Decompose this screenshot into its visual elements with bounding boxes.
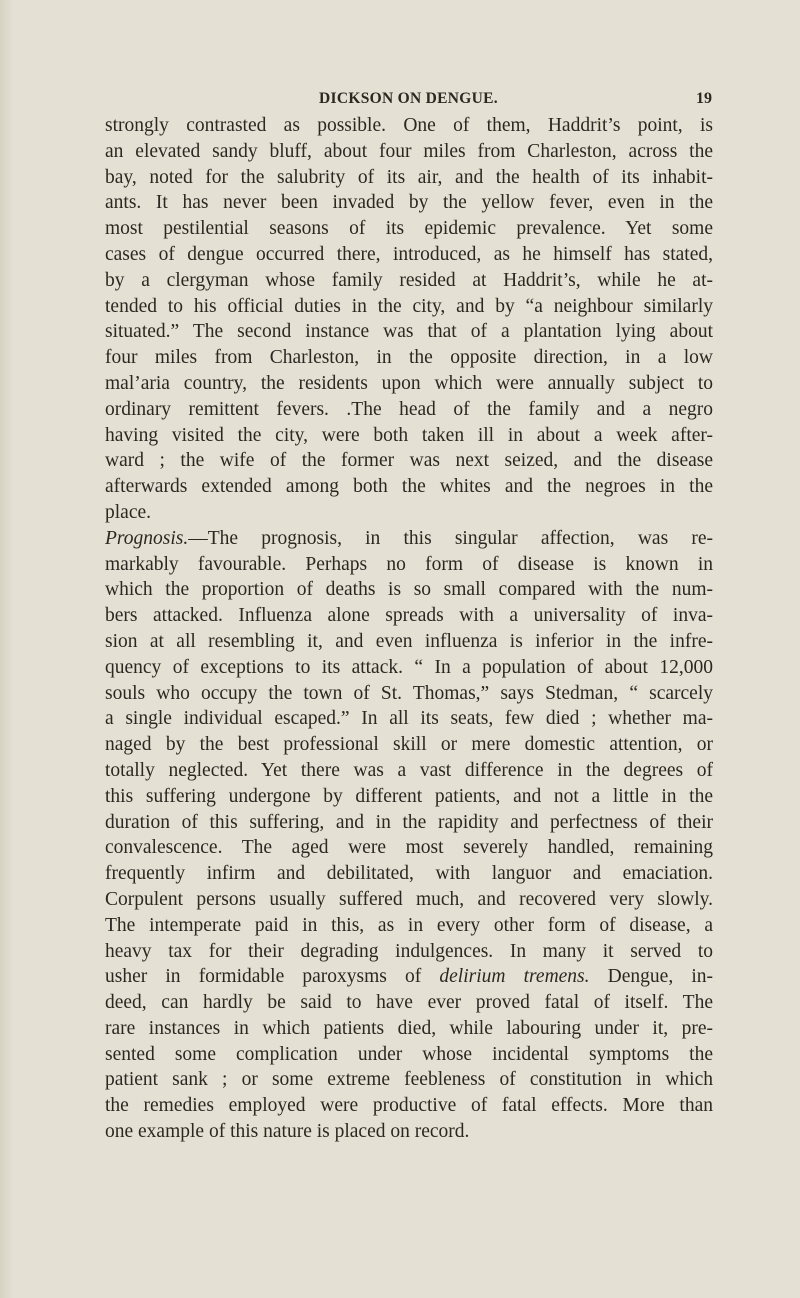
line-text: rare instances in which patients died, while labouring under it, pre-	[105, 1017, 713, 1039]
line-text: ants. It has never been invaded by the yellow fever, even in the	[105, 192, 713, 214]
line-text: heavy tax for their degrading indulgences. In many it served to	[105, 940, 713, 962]
running-header	[105, 90, 712, 112]
text-line	[105, 268, 713, 294]
line-text: usher in formidable paroxysms of	[105, 966, 440, 988]
text-line	[105, 345, 713, 371]
text-line	[105, 190, 713, 216]
text-line	[105, 242, 713, 268]
line-text: ward ; the wife of the former was next seized, and the disease	[105, 450, 713, 472]
text-line	[105, 371, 713, 397]
text-line	[105, 861, 713, 887]
line-text: bers attacked. Influenza alone spreads with a universality of inva-	[105, 605, 713, 627]
line-text: souls who occupy the town of St. Thomas,” says Stedman, “ scarcely	[105, 682, 713, 704]
line-text: duration of this suffering, and in the rapidity and perfectness of their	[105, 811, 713, 833]
line-text: afterwards extended among both the whites and the negroes in the	[105, 476, 713, 498]
line-text: an elevated sandy bluff, about four miles from Charleston, across the	[105, 140, 713, 162]
line-text: a single individual escaped.” In all its seats, few died ; whether ma-	[105, 708, 713, 730]
text-line	[105, 397, 713, 423]
line-text: quency of exceptions to its attack. “ In a population of about 12,000	[105, 656, 713, 678]
line-text: naged by the best professional skill or mere domestic attention, or	[105, 734, 713, 756]
line-text: cases of dengue occurred there, introduced, as he himself has stated,	[105, 243, 713, 265]
text-line	[105, 165, 713, 191]
line-text: mal’aria country, the residents upon which were annually subject to	[105, 372, 713, 394]
line-text: situated.” The second instance was that of a plantation lying about	[105, 321, 713, 343]
line-text: this suffering undergone by different patients, and not a little in the	[105, 785, 713, 807]
text-line	[105, 577, 713, 603]
line-text: Corpulent persons usually suffered much, and recovered very slowly.	[105, 888, 713, 910]
text-line	[105, 629, 713, 655]
text-line	[105, 913, 713, 939]
text-line	[105, 552, 713, 578]
text-line	[105, 758, 713, 784]
line-text: most pestilential seasons of its epidemic prevalence. Yet some	[105, 218, 713, 240]
body-text	[105, 113, 713, 1145]
text-line	[105, 526, 713, 552]
text-line	[105, 139, 713, 165]
text-line	[105, 1119, 713, 1145]
text-line	[105, 1093, 713, 1119]
text-line	[105, 681, 713, 707]
line-text: deed, can hardly be said to have ever proved fatal of itself. The	[105, 992, 713, 1014]
running-title: DICKSON ON DENGUE.	[319, 90, 498, 107]
line-text: —The prognosis, in this singular affection, was re-	[188, 527, 713, 549]
line-text: strongly contrasted as possible. One of them, Haddrit’s point, is	[105, 115, 713, 136]
line-text: sion at all resembling it, and even influenza is inferior in the infre-	[105, 630, 713, 652]
text-line	[105, 603, 713, 629]
text-line	[105, 887, 713, 913]
text-line	[105, 964, 713, 990]
line-text: the remedies employed were productive of fatal effects. More than	[105, 1095, 713, 1117]
line-text: one example of this nature is placed on record.	[105, 1121, 470, 1143]
italic-text: Prognosis.	[105, 527, 189, 549]
text-line	[105, 732, 713, 758]
page-edge-shadow	[0, 0, 14, 1298]
line-text: The intemperate paid in this, as in every other form of disease, a	[105, 914, 713, 936]
line-text: sented some complication under whose incidental symptoms the	[105, 1043, 713, 1065]
line-text: tended to his official duties in the city, and by “a neighbour similarly	[105, 295, 713, 317]
line-text: bay, noted for the salubrity of its air, and the health of its inhabit-	[105, 166, 713, 188]
text-line	[105, 939, 713, 965]
text-line	[105, 1067, 713, 1093]
line-text: totally neglected. Yet there was a vast difference in the degrees of	[105, 759, 713, 781]
italic-text: delirium tremens.	[439, 966, 590, 988]
line-text: ordinary remittent fevers. .The head of the family and a negro	[105, 398, 713, 420]
line-text: frequently infirm and debilitated, with languor and emaciation.	[105, 863, 713, 885]
text-line	[105, 1042, 713, 1068]
text-line	[105, 810, 713, 836]
text-line	[105, 423, 713, 449]
text-line	[105, 1016, 713, 1042]
text-line	[105, 216, 713, 242]
text-line	[105, 113, 713, 139]
line-text: markably favourable. Perhaps no form of disease is known in	[105, 553, 713, 575]
text-line	[105, 474, 713, 500]
line-text: patient sank ; or some extreme feebleness of constitution in which	[105, 1069, 713, 1091]
text-line	[105, 448, 713, 474]
line-text: place.	[105, 501, 152, 523]
text-line	[105, 706, 713, 732]
text-line	[105, 835, 713, 861]
line-text: which the proportion of deaths is so small compared with the num-	[105, 579, 713, 601]
line-text: four miles from Charleston, in the opposite direction, in a low	[105, 347, 713, 369]
line-text: by a clergyman whose family resided at Haddrit’s, while he at-	[105, 269, 713, 291]
text-line	[105, 655, 713, 681]
page-number: 19	[696, 90, 712, 107]
line-text: convalescence. The aged were most severely handled, remaining	[105, 837, 713, 859]
text-line	[105, 319, 713, 345]
text-line	[105, 500, 713, 526]
text-line	[105, 784, 713, 810]
line-text: having visited the city, were both taken ill in about a week after-	[105, 424, 713, 446]
line-text: Dengue, in-	[589, 966, 713, 988]
text-line	[105, 990, 713, 1016]
text-line	[105, 294, 713, 320]
